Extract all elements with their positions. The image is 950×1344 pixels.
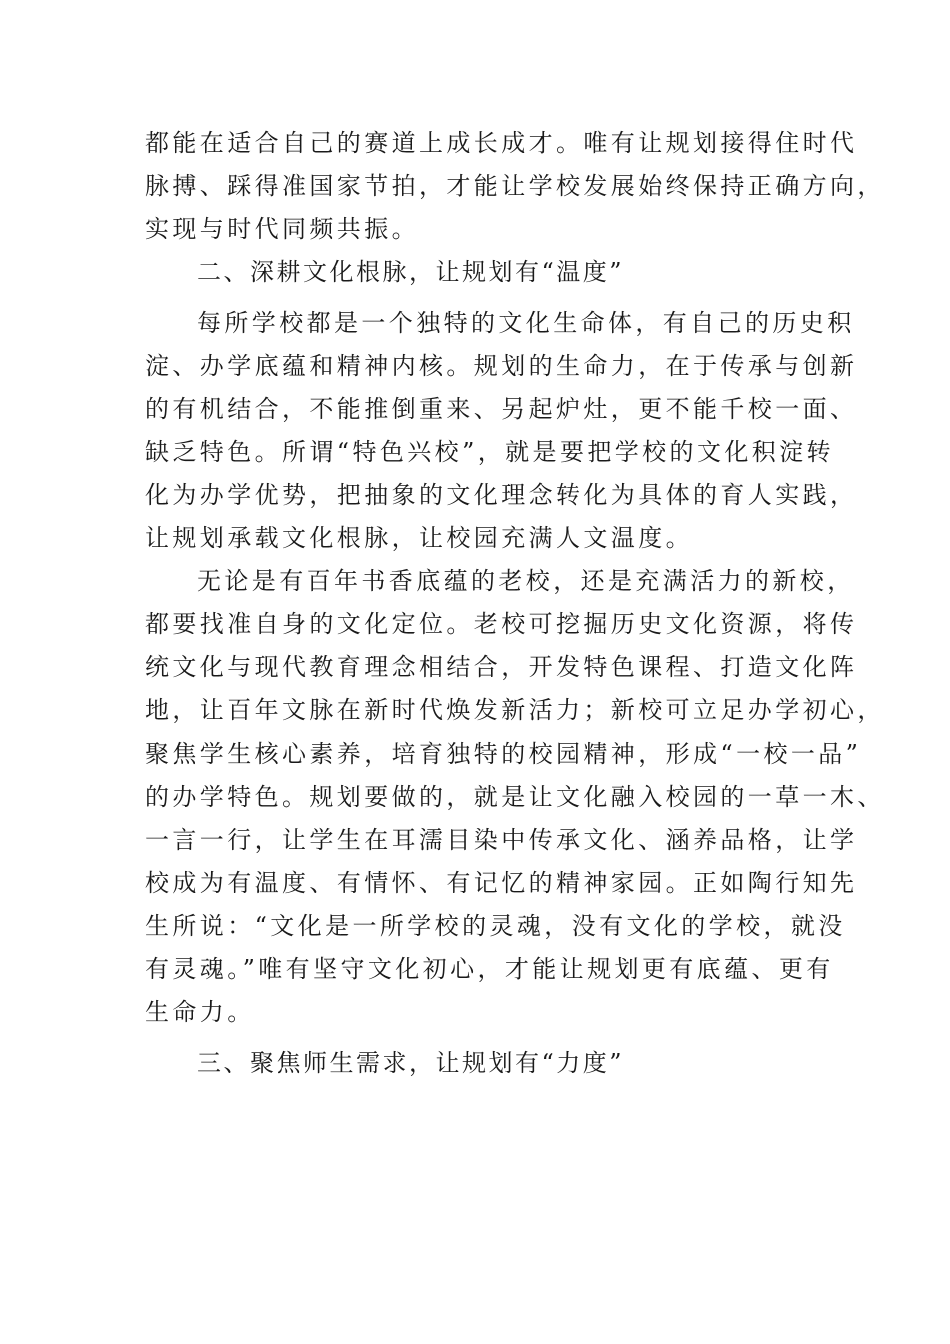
paragraph-line: 的办学特色。规划要做的，就是让文化融入校园的一草一木、 xyxy=(145,783,885,811)
paragraph-line: 一言一行，让学生在耳濡目染中传承文化、涵养品格，让学 xyxy=(145,826,858,854)
paragraph-line: 校成为有温度、有情怀、有记忆的精神家园。正如陶行知先 xyxy=(145,869,858,897)
paragraph-line: 实现与时代同频共振。 xyxy=(145,215,419,243)
paragraph-line: 淀、办学底蕴和精神内核。规划的生命力，在于传承与创新 xyxy=(145,352,858,380)
paragraph-line: 无论是有百年书香底蕴的老校，还是充满活力的新校， xyxy=(197,567,855,595)
paragraph-line: 聚焦学生核心素养，培育独特的校园精神，形成“一校一品” xyxy=(145,740,862,768)
paragraph-line: 都能在适合自己的赛道上成长成才。唯有让规划接得住时代 xyxy=(145,129,858,157)
paragraph-line: 都要找准自身的文化定位。老校可挖掘历史文化资源，将传 xyxy=(145,610,858,638)
paragraph-line: 有灵魂。”唯有坚守文化初心，才能让规划更有底蕴、更有 xyxy=(145,955,834,983)
paragraph-line: 化为办学优势，把抽象的文化理念转化为具体的育人实践， xyxy=(145,481,858,509)
paragraph-line: 让规划承载文化根脉，让校园充满人文温度。 xyxy=(145,524,693,552)
paragraph-line: 每所学校都是一个独特的文化生命体，有自己的历史积 xyxy=(197,309,855,337)
paragraph-line: 地，让百年文脉在新时代焕发新活力；新校可立足办学初心， xyxy=(145,696,885,724)
paragraph-line: 统文化与现代教育理念相结合，开发特色课程、打造文化阵 xyxy=(145,653,858,681)
paragraph-line: 缺乏特色。所谓“特色兴校”，就是要把学校的文化积淀转 xyxy=(145,438,834,466)
paragraph-line: 生命力。 xyxy=(145,998,255,1026)
section-heading: 二、深耕文化根脉，让规划有“温度” xyxy=(197,258,625,286)
section-heading: 三、聚焦师生需求，让规划有“力度” xyxy=(197,1049,625,1077)
paragraph-line: 的有机结合，不能推倒重来、另起炉灶，更不能千校一面、 xyxy=(145,395,858,423)
paragraph-line: 脉搏、踩得准国家节拍，才能让学校发展始终保持正确方向， xyxy=(145,172,885,200)
paragraph-line: 生所说：“文化是一所学校的灵魂，没有文化的学校，就没 xyxy=(145,912,846,940)
